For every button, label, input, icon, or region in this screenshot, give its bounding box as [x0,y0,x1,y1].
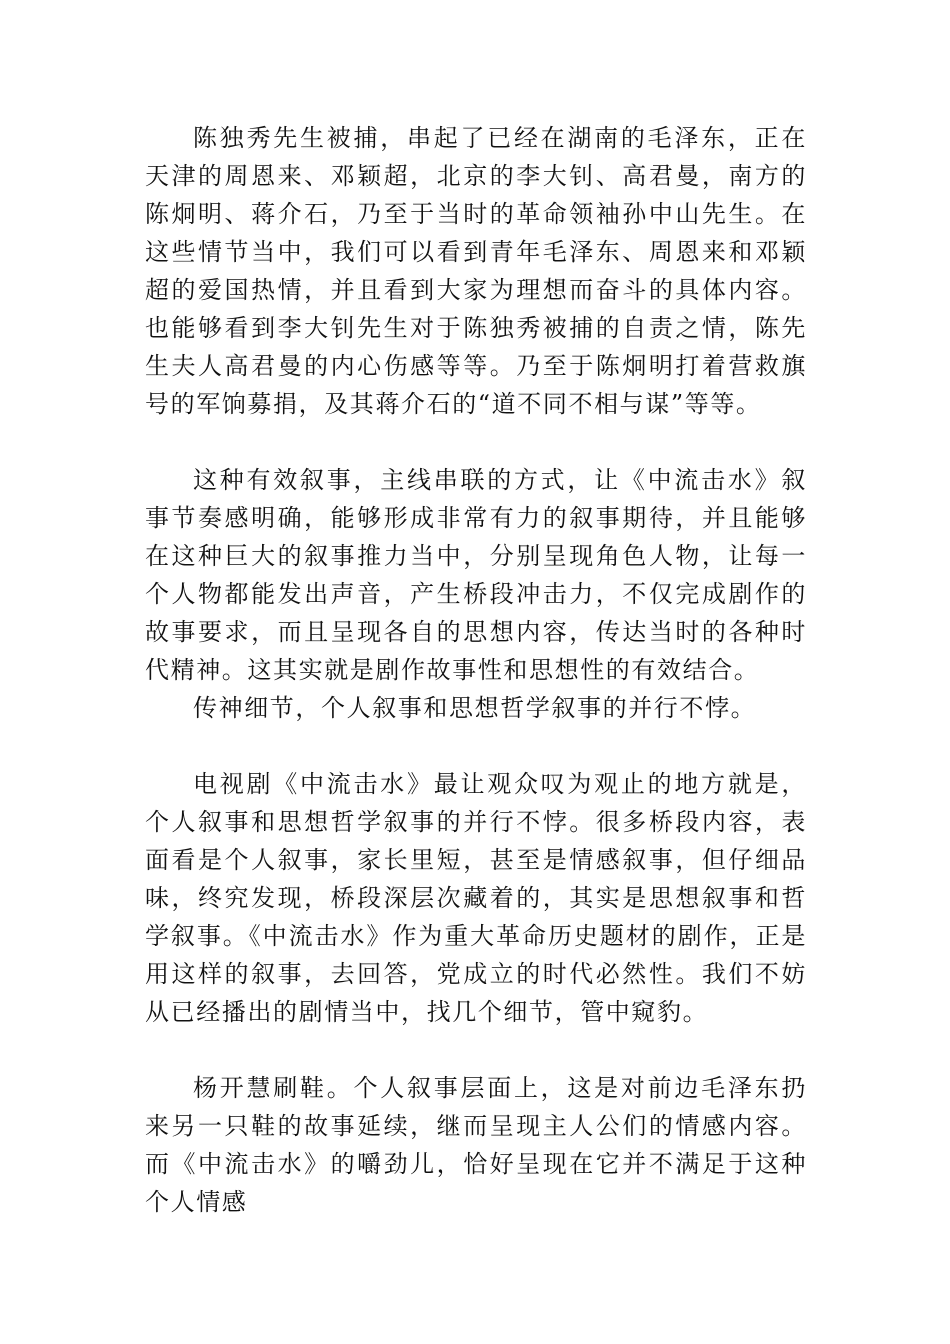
document-body [145,119,807,1221]
paragraph-chen-duxiu-arrest: 陈独秀先生被捕，串起了已经在湖南的毛泽东，正在天津的周恩来、邓颖超，北京的李大钊、高君曼，南方的陈炯明、蒋介石，乃至于当时的革命领袖孙中山先生。在这些情节当中，我们可以看到青年毛泽东、周恩来和邓颖超的爱国热情，并且看到大家为理想而奋斗的具体内容。也能够看到李大钊先生对于陈独秀被捕的自责之情，陈先生夫人高君曼的内心伤感等等。乃至于陈炯明打着营救旗号的军饷募捐，及其蒋介石的“道不同不相与谋”等等。 [145,124,807,418]
paragraph-yang-kaihui-shoes: 杨开慧刷鞋。个人叙事层面上，这是对前边毛泽东扔来另一只鞋的故事延续，继而呈现主人公们的情感内容。而《中流击水》的嚼劲儿，恰好呈现在它并不满足于这种个人情感 [145,1074,807,1216]
section-heading-vivid-details: 传神细节，个人叙事和思想哲学叙事的并行不悖。 [193,694,757,722]
paragraph-parallel-narratives: 电视剧《中流击水》最让观众叹为观止的地方就是，个人叙事和思想哲学叙事的并行不悖。很多桥段内容，表面看是个人叙事，家长里短，甚至是情感叙事，但仔细品味，终究发现，桥段深层次藏着的，其实是思想叙事和哲学叙事。《中流击水》作为重大革命历史题材的剧作，正是用这样的叙事，去回答，党成立的时代必然性。我们不妨从已经播出的剧情当中，找几个细节，管中窥豹。 [145,770,807,1026]
paragraph-effective-narrative: 这种有效叙事，主线串联的方式，让《中流击水》叙事节奏感明确，能够形成非常有力的叙事期待，并且能够在这种巨大的叙事推力当中，分别呈现角色人物，让每一个人物都能发出声音，产生桥段冲击力，不仅完成剧作的故事要求，而且呈现各自的思想内容，传达当时的各种时代精神。这其实就是剧作故事性和思想性的有效结合。 [145,466,807,684]
